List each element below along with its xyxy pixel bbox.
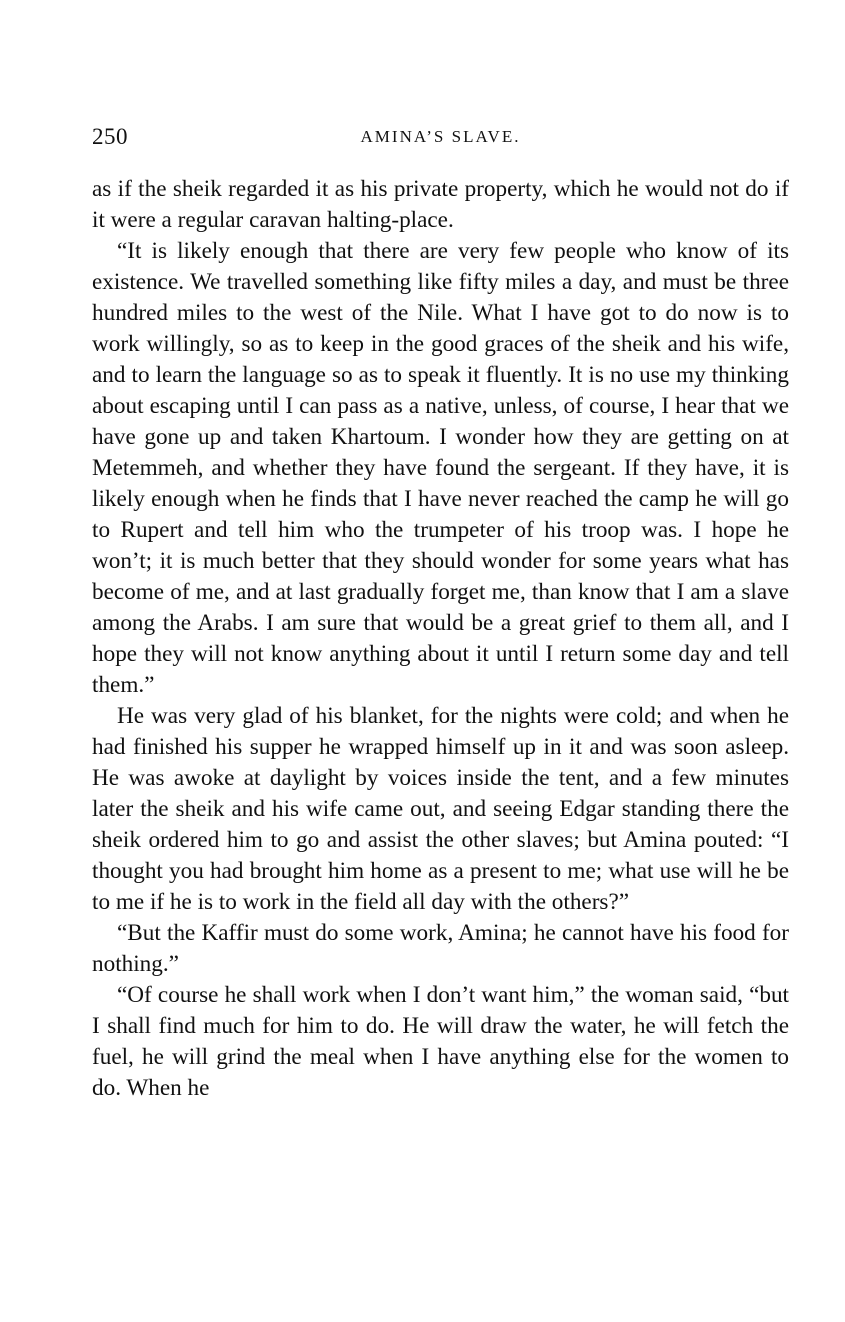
paragraph: He was very glad of his blanket, for the nights were cold; and when he had finished his supper he wrapped himself up in it and was soon asleep. He was awoke at daylight by voices inside the tent, and a few minutes later the sheik and his wife came out, and seeing Edgar standing there the sheik ordered him to go and assist the other slaves; but Amina pouted: “I thought you had brought him home as a present to me; what use will he be to me if he is to work in the field all day with the others?” [92,703,789,915]
page-header [92,118,789,152]
page-number: 250 [92,124,128,149]
body-text [92,174,789,1104]
paragraph: “But the Kaffir must do some work, Amina; he cannot have his food for nothing.” [92,920,789,977]
paragraph: “It is likely enough that there are very few people who know of its existence. We travelled something like fifty miles a day, and must be three hundred miles to the west of the Nile. What I have got to do now is to work willingly, so as to keep in the good graces of the sheik and his wife, and to learn the language so as to speak it fluently. It is no use my thinking about escaping until I can pass as a native, unless, of course, I hear that we have gone up and taken Khartoum. I wonder how they are getting on at Metemmeh, and whether they have found the sergeant. If they have, it is likely enough when he finds that I have never reached the camp he will go to Rupert and tell him who the trumpeter of his troop was. I hope he won’t; it is much better that they should wonder for some years what has become of me, and at last gradually forget me, than know that I am a slave among the Arabs. I am sure that would be a great grief to them all, and I hope they will not know anything about it until I return some day and tell them.” [92,238,789,698]
book-page [92,118,789,1104]
paragraph: “Of course he shall work when I don’t want him,” the woman said, “but I shall find much for him to do. He will draw the water, he will fetch the fuel, he will grind the meal when I have anything else for the women to do. When he [92,982,789,1101]
paragraph: as if the sheik regarded it as his private property, which he would not do if it were a regular caravan halting-place. [92,176,789,233]
running-title: AMINA’S SLAVE. [360,127,521,146]
